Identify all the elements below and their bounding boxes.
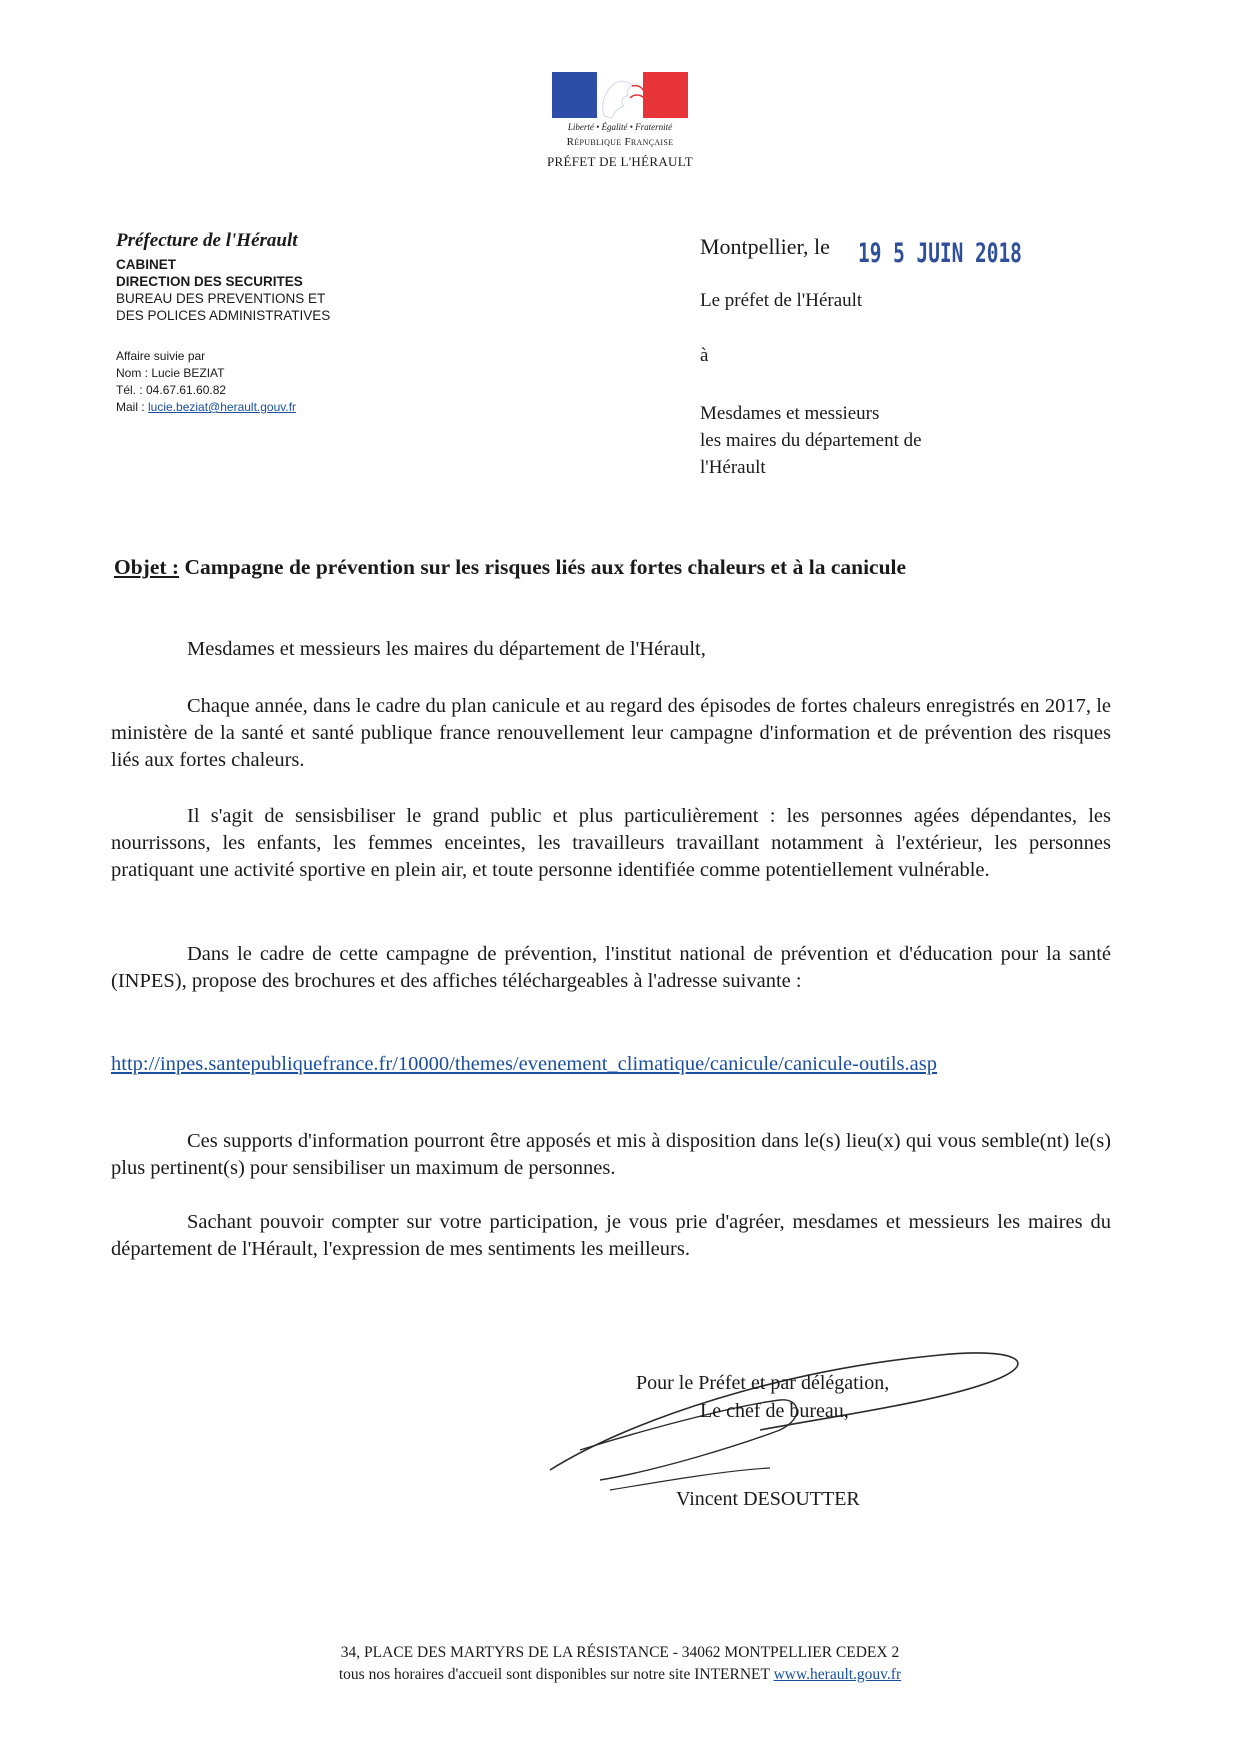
addressee-line: l'Hérault: [700, 457, 766, 478]
paragraph-text: Il s'agit de sensisbiliser le grand public et plus particulièrement : les personnes agées dépendantes, les nourrissons, les enfants, les femmes enceintes, les travailleurs travaillant notamment à l'extérieur, les personnes pratiquant une activité sportive en plein air, et toute personne identifiée comme potentiellement vulnérable.: [111, 805, 1111, 881]
sender-line: BUREAU DES PREVENTIONS ET: [116, 291, 326, 306]
place-date-label: Montpellier, le: [700, 234, 830, 259]
addressee-line: les maires du département de: [700, 430, 922, 451]
signature-line-1: Pour le Préfet et par délégation,: [636, 1372, 890, 1394]
signatory-name: Vincent DESOUTTER: [676, 1488, 860, 1510]
sender-line: DIRECTION DES SECURITES: [116, 274, 303, 289]
case-mail-label: Mail :: [116, 400, 149, 414]
subject-label: Objet :: [114, 555, 180, 579]
paragraph-text: Dans le cadre de cette campagne de prévention, l'institut national de prévention et d'éducation pour la santé (INPES), propose des brochures et des affiches téléchargeables à l'adresse suivante :: [111, 943, 1111, 992]
case-contact: [116, 348, 296, 416]
footer-site-link[interactable]: www.herault.gouv.fr: [773, 1666, 902, 1683]
case-mail-link[interactable]: lucie.beziat@herault.gouv.fr: [148, 400, 297, 414]
salutation-text: Mesdames et messieurs les maires du département de l'Hérault,: [187, 638, 706, 660]
paragraph-1: [111, 693, 1111, 774]
subject-text: Campagne de prévention sur les risques liés aux fortes chaleurs et à la canicule: [184, 555, 907, 579]
sender-line: CABINET: [116, 257, 176, 272]
sender-prefecture: Préfecture de l'Hérault: [116, 230, 298, 251]
case-followed-by: Affaire suivie par: [116, 349, 206, 363]
case-tel: Tél. : 04.67.61.60.82: [116, 383, 227, 397]
paragraph-3: [111, 941, 1111, 995]
footer-address: 34, PLACE DES MARTYRS DE LA RÉSISTANCE - 34062 MONTPELLIER CEDEX 2: [340, 1644, 900, 1661]
paragraph-text: Sachant pouvoir compter sur votre participation, je vous prie d'agréer, mesdames et messieurs les maires du département de l'Hérault, l'expression de mes sentiments les meilleurs.: [111, 1211, 1111, 1260]
addressee-line: Mesdames et messieurs: [700, 403, 880, 424]
footer-hours-text: tous nos horaires d'accueil sont disponibles sur notre site INTERNET: [338, 1666, 774, 1683]
case-name: Nom : Lucie BEZIAT: [116, 366, 225, 380]
subject: [114, 555, 906, 580]
letter-from: Le préfet de l'Hérault: [700, 290, 863, 311]
republic-name: République Française: [566, 136, 674, 148]
marianne-logo: [552, 72, 688, 118]
addressee: [700, 400, 922, 481]
paragraph-text: Ces supports d'information pourront être apposés et mis à disposition dans le(s) lieu(x) qui vous semble(nt) le(s) plus pertinent(s) pour sensibiliser un maximum de personnes.: [111, 1130, 1111, 1179]
footer-hours: [0, 1666, 1240, 1684]
paragraph-text: Chaque année, dans le cadre du plan canicule et au regard des épisodes de fortes chaleurs enregistrés en 2017, le ministère de la santé et santé publique france renouvellement leur campagne d'information et de prévention des risques liés aux fortes chaleurs.: [111, 695, 1111, 771]
paragraph-5: [111, 1209, 1111, 1263]
signature-line-2: Le chef de bureau,: [700, 1400, 849, 1422]
paragraph-4: [111, 1128, 1111, 1182]
case-mail-row: [116, 399, 296, 416]
salutation: [111, 636, 1111, 663]
sender-line: DES POLICES ADMINISTRATIVES: [116, 308, 331, 323]
republic-motto: Liberté • Égalité • Fraternité: [567, 122, 673, 132]
prefet-heading: PRÉFET DE L'HÉRAULT: [547, 154, 693, 169]
paragraph-2: [111, 803, 1111, 884]
inpes-url-link[interactable]: http://inpes.santepubliquefrance.fr/10000/themes/evenement_climatique/canicule/canicule-outils.asp: [111, 1053, 937, 1075]
sender-service-lines: [116, 256, 330, 324]
letter-to: à: [700, 345, 709, 366]
date-stamp: 19 5 JUIN 2018: [858, 238, 1022, 269]
